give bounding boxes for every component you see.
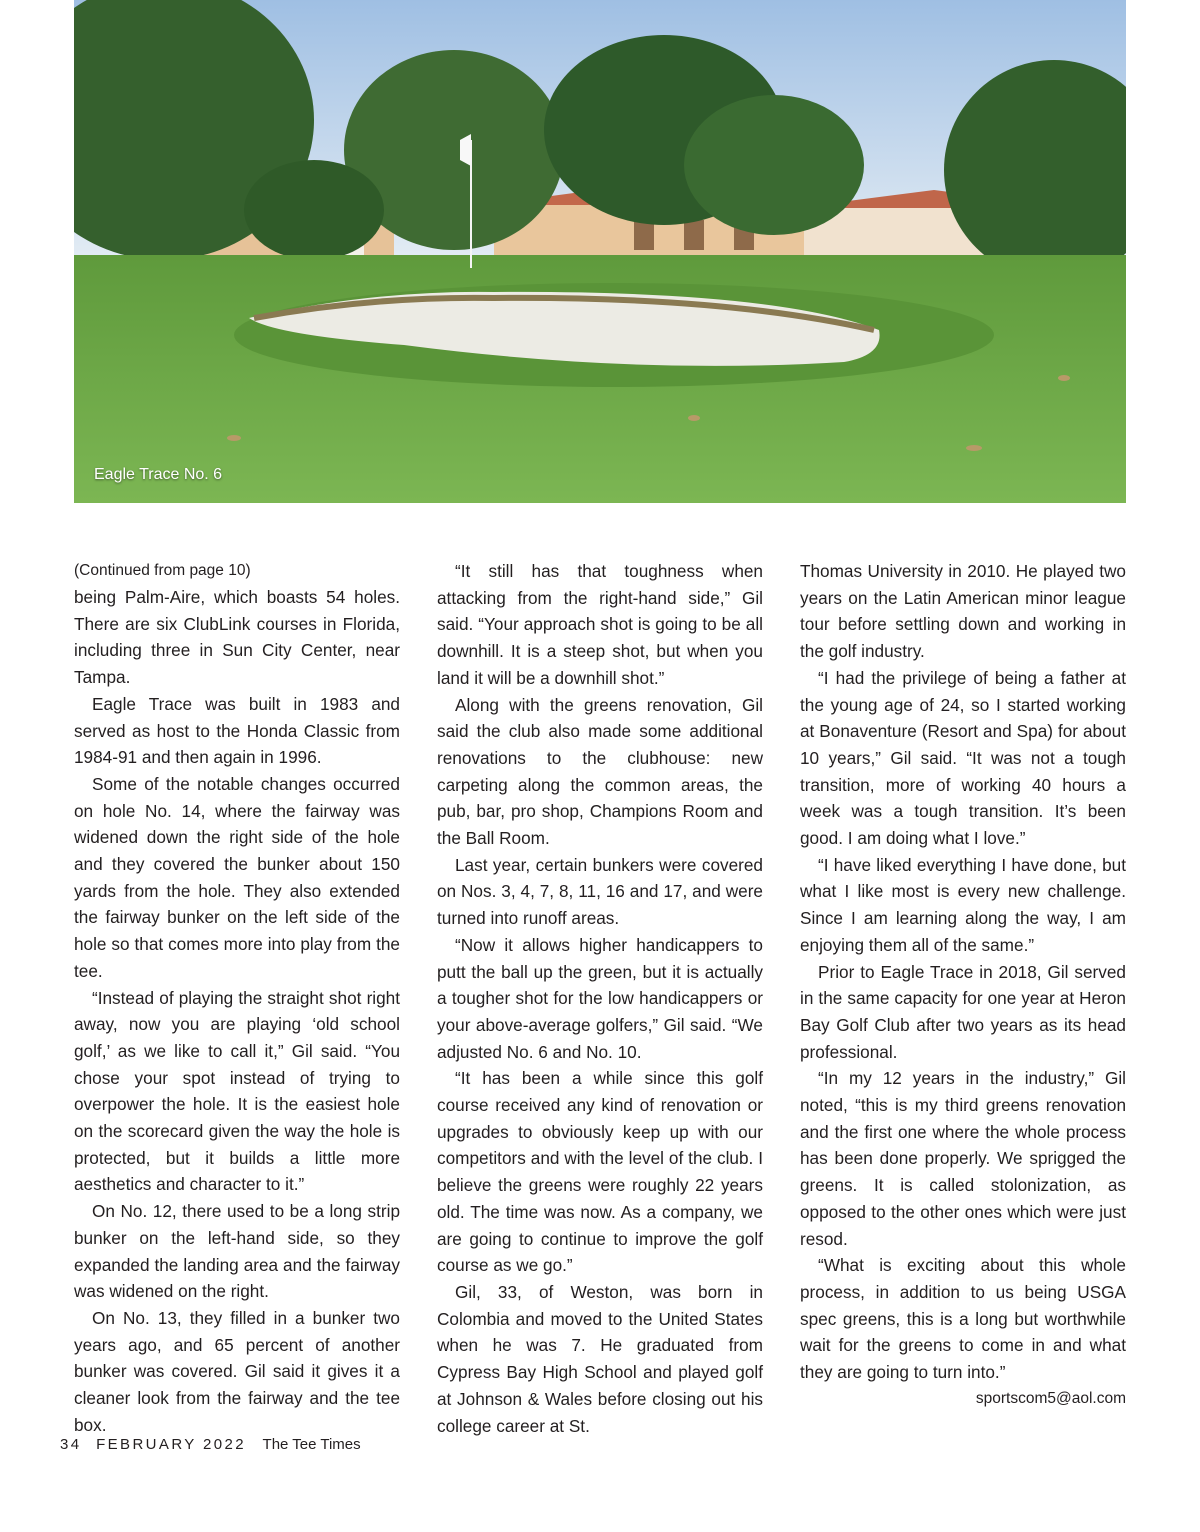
paragraph: “It still has that toughness when attacking from the right-hand side,” Gil said. “Your approach shot is going to be all downhill. It is a steep shot, but when you land it will be a downhill shot.” (437, 561, 763, 688)
paragraph: “It has been a while since this golf course received any kind of renovation or upgrades to obviously keep up with our competitors and with the level of the club. I believe the greens were roughly 22 years old. The time was now. As a company, we are going to continue to improve the golf course as we go.” (437, 1068, 763, 1276)
paragraph: Along with the greens renovation, Gil said the club also made some additional renovations to the clubhouse: new carpeting along the common areas, the pub, bar, pro shop, Champions Room and the Ball Room. (437, 694, 763, 849)
publication-name: The Tee Times (262, 1436, 361, 1453)
paragraph: Gil, 33, of Weston, was born in Colombia and moved to the United States when he was 7. He graduated from Cypress Bay High School and played golf at Johnson & Wales before closing out his college career at St. (437, 1281, 763, 1436)
continued-note: (Continued from page 10) (74, 562, 251, 579)
golf-course-photo (74, 0, 1126, 503)
paragraph: Prior to Eagle Trace in 2018, Gil served in the same capacity for one year at Heron Bay Golf Club after two years as its head professional. (800, 961, 1126, 1062)
paragraph: Eagle Trace was built in 1983 and served as host to the Honda Classic from 1984-91 and then again in 1996. (74, 693, 400, 768)
paragraph: Thomas University in 2010. He played two years on the Latin American minor league tour before settling down and working in the golf industry. (800, 561, 1126, 662)
article-column-2 (437, 558, 763, 1439)
paragraph: Last year, certain bunkers were covered on Nos. 3, 4, 7, 8, 11, 16 and 17, and were turned into runoff areas. (437, 854, 763, 929)
article-column-1 (74, 558, 400, 1439)
paragraph: “I have liked everything I have done, but what I like most is every new challenge. Since I am learning along the way, I am enjoying them all of the same.” (800, 854, 1126, 955)
page-number: 34 (60, 1436, 82, 1453)
paragraph: “Instead of playing the straight shot right away, now you are playing ‘old school golf,’ as we like to call it,” Gil said. “You chose your spot instead of trying to overpower the hole. It is the easiest hole on the scorecard given the way the hole is protected, but it builds a little more aesthetics and character to it.” (74, 987, 400, 1195)
paragraph: On No. 13, they filled in a bunker two years ago, and 65 percent of another bunker was covered. Gil said it gives it a cleaner look from the fairway and the tee box. (74, 1307, 400, 1435)
paragraph: “What is exciting about this whole process, in addition to us being USGA spec greens, this is a long but worthwhile wait for the greens to come in and what they are going to turn into.” (800, 1255, 1126, 1383)
paragraph: being Palm-Aire, which boasts 54 holes. There are six ClubLink courses in Florida, including three in Sun City Center, near Tampa. (74, 587, 400, 688)
photo-caption: Eagle Trace No. 6 (94, 466, 223, 483)
page-footer (60, 1436, 361, 1453)
paragraph: “In my 12 years in the industry,” Gil noted, “this is my third greens renovation and the first one where the whole process has been done properly. We sprigged the greens. It is called stolonization, as opposed to the other ones which were just resod. (800, 1068, 1126, 1249)
paragraph: On No. 12, there used to be a long strip bunker on the left-hand side, so they expanded the landing area and the fairway was widened on the right. (74, 1201, 400, 1302)
issue-date: FEBRUARY 2022 (96, 1436, 246, 1453)
paragraph: “Now it allows higher handicappers to putt the ball up the green, but it is actually a tougher shot for the low handicappers or your above-average golfers,” Gil said. “We adjusted No. 6 and No. 10. (437, 934, 763, 1062)
paragraph: Some of the notable changes occurred on hole No. 14, where the fairway was widened down the right side of the hole and they covered the bunker about 150 yards from the hole. They also extended the fairway bunker on the left side of the hole so that comes more into play from the tee. (74, 773, 400, 981)
author-email[interactable]: sportscom5@aol.com (975, 1389, 1126, 1407)
golf-course-illustration (74, 0, 1126, 503)
paragraph: “I had the privilege of being a father at the young age of 24, so I started working at Bonaventure (Resort and Spa) for about 10 years,” Gil said. “It was not a tough transition, more of working 40 hours a week was a tough transition. It’s been good. I am doing what I love.” (800, 667, 1126, 849)
article-column-3 (800, 558, 1126, 1412)
